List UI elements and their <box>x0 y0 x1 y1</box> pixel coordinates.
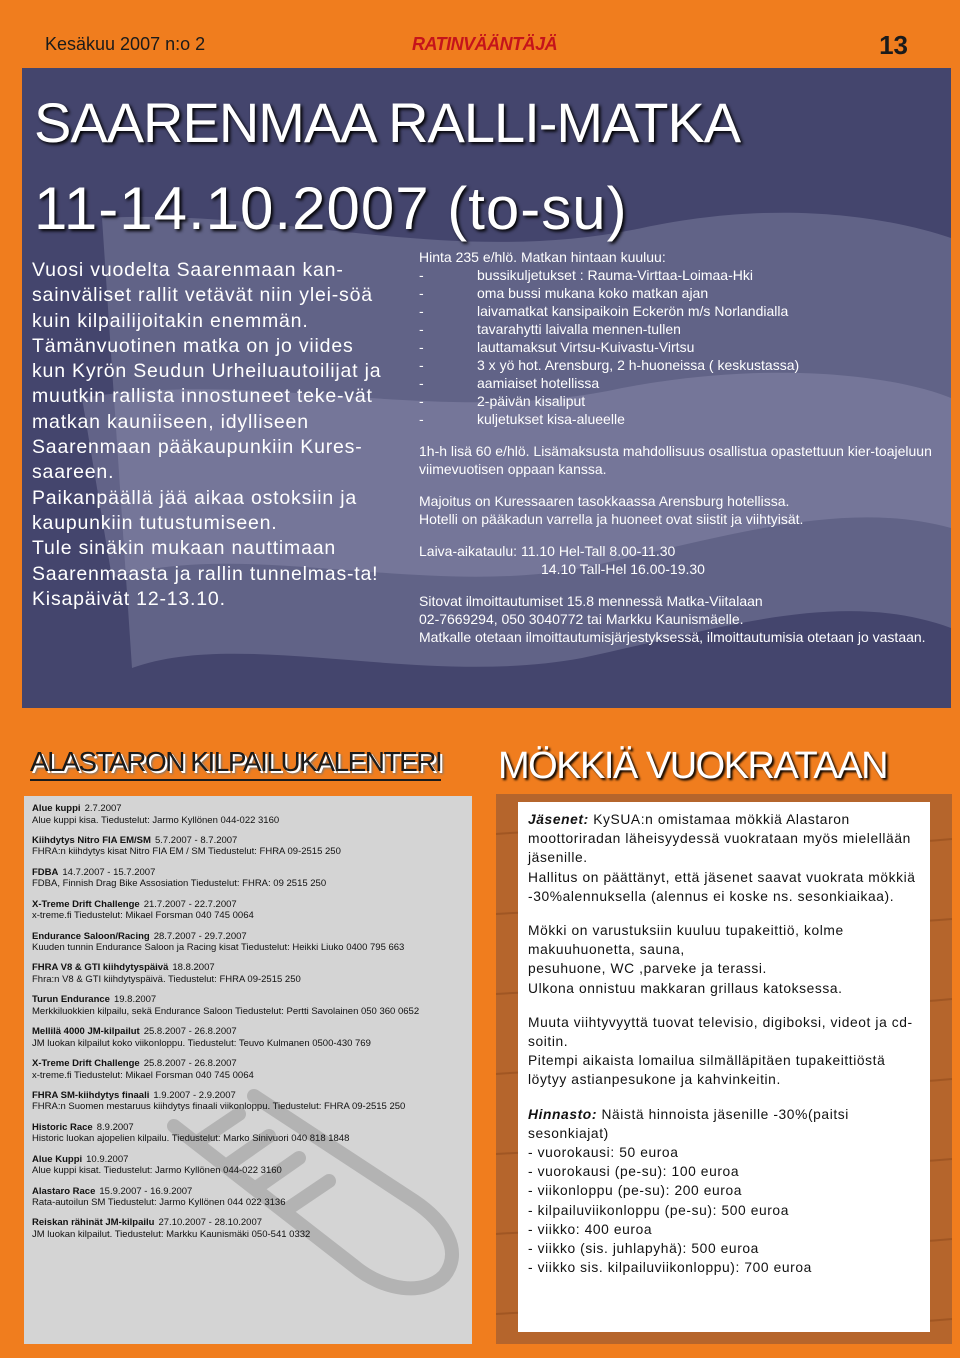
list-item: - kuljetukset kisa-alueelle <box>419 410 944 428</box>
calendar-event <box>32 994 464 1017</box>
event-date: 8.9.2007 <box>96 1121 134 1133</box>
event-description: Kuuden tunnin Endurance Saloon ja Racing kisat Tiedustelut: Heikki Liuko 0400 795 663 <box>32 942 405 954</box>
prices-label: Hinnasto: <box>528 1106 598 1122</box>
calendar-event <box>32 1058 464 1081</box>
lead-paragraph: Tule sinäkin mukaan nauttimaan Saarenmaasta ja rallin tunnelmas-ta! <box>32 537 379 585</box>
registration-line: Sitovat ilmoittautumiset 15.8 mennessä Matka-Viitalaan <box>419 593 763 609</box>
event-heading <box>32 994 464 1006</box>
cottage-title: MÖKKIÄ VUOKRATAAN <box>498 745 888 787</box>
event-date: 25.8.2007 - 26.8.2007 <box>143 1026 237 1038</box>
issue-label: Kesäkuu 2007 n:o 2 <box>45 34 206 54</box>
event-date: 18.8.2007 <box>172 962 215 974</box>
calendar-event <box>32 1026 464 1049</box>
event-name: FHRA SM-kiihdytys finaali <box>32 1089 150 1101</box>
event-description: Historic luokan ajopelien kilpailu. Tiedustelut: Marko Sinivuori 040 818 1848 <box>32 1133 350 1145</box>
members-paragraph <box>528 810 924 868</box>
event-name: X-Treme Drift Challenge <box>32 898 140 910</box>
event-heading <box>32 1186 464 1198</box>
lead-paragraph: Kisapäivät 12-13.10. <box>32 587 226 610</box>
members-text: KySUA:n omistamaa mökkiä Alastaron moottoriradan läheisyydessä vuokrataan myös mielellään jäsenille. <box>528 812 911 866</box>
list-item: - laivamatkat kansipaikoin Eckerön m/s Norlandialla <box>419 302 944 320</box>
list-item: - aamiaiset hotellissa <box>419 374 944 392</box>
lead-text <box>32 258 392 612</box>
event-name: Turun Endurance <box>32 994 110 1006</box>
price-item: - vuorokausi (pe-su): 100 euroa <box>528 1164 740 1180</box>
event-date: 21.7.2007 - 22.7.2007 <box>143 898 237 910</box>
event-date: 25.8.2007 - 26.8.2007 <box>143 1058 237 1069</box>
list-item: - oma bussi mukana koko matkan ajan <box>419 284 944 302</box>
event-description: x-treme.fi Tiedustelut: Mikael Forsman 040 745 0064 <box>32 910 254 922</box>
equipment-line: Ulkona onnistuu makkaran grillaus katoksessa. <box>528 980 843 996</box>
event-name: Endurance Saloon/Racing <box>32 930 150 942</box>
single-room-info: 1h-h lisä 60 e/hlö. Lisämaksusta mahdollisuus osallistua opastettuun kier-toajeluun viimevuotisen oppaan kanssa. <box>419 443 932 477</box>
event-description: Rata-autoilun SM Tiedustelut: Jarmo Kyllönen 044 022 3136 <box>32 1197 286 1209</box>
event-date: 27.10.2007 - 28.10.2007 <box>158 1217 263 1229</box>
event-date: 28.7.2007 - 29.7.2007 <box>153 930 247 942</box>
event-description: Fhra:n V8 & GTI kiihdytyspäivä. Tiedustelut: FHRA 09-2515 250 <box>32 973 301 985</box>
event-description: Alue kuppi kisat. Tiedustelut: Jarmo Kyllönen 044-022 3160 <box>32 1165 282 1177</box>
included-list <box>419 266 944 428</box>
event-heading <box>32 1026 464 1038</box>
comfort-line: Muuta viihtyvyyttä tuovat televisio, digiboksi, videot ja cd-soitin. <box>528 1014 913 1050</box>
calendar-event <box>32 867 464 890</box>
equipment-line: Mökki on varustuksiin kuuluu tupakeittiö, kolme makuuhuonetta, sauna, <box>528 923 844 958</box>
event-name: Alastaro Race <box>32 1185 96 1197</box>
calendar-event <box>32 835 464 858</box>
accommodation-line: Hotelli on pääkadun varrella ja huoneet ovat siistit ja viihtyisät. <box>419 511 804 527</box>
price-item: - viikko: 400 euroa <box>528 1221 653 1237</box>
event-heading <box>32 1122 464 1134</box>
calendar-event <box>32 1217 464 1240</box>
event-description: JM luokan kilpailut. Tiedustelut: Markku Kaunismäki 050-541 0332 <box>32 1228 311 1240</box>
event-description: Merkkiluokkien kilpailu, sekä Endurance Saloon Tiedustelut: Pertti Savolainen 050 360 0652 <box>32 1005 420 1017</box>
event-heading <box>32 1217 464 1229</box>
calendar-box <box>24 796 472 1344</box>
cottage-card <box>518 802 930 1332</box>
list-item: - lauttamaksut Virtsu-Kuivastu-Virtsu <box>419 338 944 356</box>
calendar-event <box>32 803 464 826</box>
calendar-event <box>32 1090 464 1113</box>
event-name: Historic Race <box>32 1121 93 1133</box>
prices-intro-text: Näistä hinnoista jäsenille -30%(paitsi sesonkiajat) <box>528 1106 849 1141</box>
price-intro: Hinta 235 e/hlö. Matkan hintaan kuuluu: <box>419 249 666 265</box>
event-date: 19.8.2007 <box>113 994 157 1006</box>
event-description: FDBA, Finnish Drag Bike Assosiation Tiedustelut: FHRA: 09 2515 250 <box>32 878 327 890</box>
price-item: - kilpailuviikonloppu (pe-su): 500 euroa <box>528 1202 789 1218</box>
event-name: Reiskan rähinät JM-kilpailu <box>32 1217 155 1229</box>
calendar-event <box>32 1154 464 1177</box>
event-description: JM luokan kilpailut koko viikonloppu. Tiedustelut: Teuvo Kulmanen 0500-430 769 <box>32 1037 371 1049</box>
event-date: 15.9.2007 - 16.9.2007 <box>99 1185 193 1197</box>
lead-paragraph: Paikanpäällä jää aikaa ostoksiin ja kaupunkiin tutustumiseen. <box>32 486 358 534</box>
event-heading <box>32 1090 464 1102</box>
calendar-heading <box>30 745 470 787</box>
calendar-event <box>32 962 464 985</box>
article-title: SAARENMAA RALLI-MATKA <box>34 91 741 154</box>
price-item: - viikonloppu (pe-su): 200 euroa <box>528 1183 742 1199</box>
event-name: X-Treme Drift Challenge <box>32 1058 140 1069</box>
page-number: 13 <box>879 30 908 60</box>
members-label: Jäsenet: <box>528 812 589 827</box>
event-description: FHRA:n kiihdytys kisat Nitro FIA EM / SM Tiedustelut: FHRA 09-2515 250 <box>32 846 341 858</box>
accommodation-line: Majoitus on Kuressaaren tasokkaassa Arensburg hotellissa. <box>419 493 790 509</box>
lead-paragraph: Vuosi vuodelta Saarenmaan kan-sainväliset rallit vetävät niin ylei-söä kuin kilpailijoitakin enemmän. Tämänvuotinen matka on jo viides kun Kyrön Seudun Urheiluautoilijat ja muutkin rallista innostuneet teke-vät matkan kauniiseen, idylliseen Saarenmaan pääkaupunkiin Kures-saareen. <box>32 259 382 484</box>
ferry-line: 14.10 Tall-Hel 16.00-19.30 <box>541 561 705 577</box>
calendar-event <box>32 899 464 922</box>
event-date: 1.9.2007 - 2.9.2007 <box>153 1089 236 1101</box>
event-heading <box>32 962 464 974</box>
event-description: Alue kuppi kisa. Tiedustelut: Jarmo Kyllönen 044-022 3160 <box>32 814 280 826</box>
calendar-event <box>32 931 464 954</box>
comfort-line: Pitempi aikaista lomailua silmälläpitäen tupakeittiöstä löytyy astianpesukone ja kahvinkeitin. <box>528 1053 886 1088</box>
event-date: 14.7.2007 - 15.7.2007 <box>62 866 156 878</box>
event-name: FHRA V8 & GTI kiihdytyspäivä <box>32 962 169 974</box>
registration-line: Matkalle otetaan ilmoittautumisjärjestyksessä, ilmoittautumisia otetaan jo vastaan. <box>419 629 926 645</box>
list-item: - 2-päivän kisaliput <box>419 392 944 410</box>
calendar-title: ALASTARON KILPAILUKALENTERI <box>30 745 441 781</box>
event-heading <box>32 931 464 943</box>
article-dates: 11-14.10.2007 (to-su) <box>34 175 628 242</box>
calendar-event <box>32 1186 464 1209</box>
prices-intro <box>528 1105 924 1143</box>
event-name: Alue kuppi <box>32 803 81 814</box>
trip-details <box>419 248 944 646</box>
event-description: FHRA:n Suomen mestaruus kiihdytys finaali viikonloppu. Tiedustelut: FHRA 09-2515 250 <box>32 1101 406 1113</box>
event-heading <box>32 867 464 879</box>
magazine-logo: RATINVÄÄNTÄJÄ <box>412 34 558 54</box>
event-date: 10.9.2007 <box>86 1153 129 1165</box>
event-heading <box>32 1058 464 1070</box>
registration-line: 02-7669294, 050 3040772 tai Markku Kaunismäelle. <box>419 611 744 627</box>
event-heading <box>32 1154 464 1166</box>
event-name: FDBA <box>32 866 59 878</box>
event-date: 5.7.2007 - 8.7.2007 <box>154 834 238 846</box>
ferry-line: Laiva-aikataulu: 11.10 Hel-Tall 8.00-11.30 <box>419 543 676 559</box>
list-item: - tavarahytti laivalla mennen-tullen <box>419 320 944 338</box>
price-item: - vuorokausi: 50 euroa <box>528 1145 679 1161</box>
event-name: Mellilä 4000 JM-kilpailut <box>32 1026 140 1038</box>
event-heading <box>32 899 464 911</box>
calendar-list <box>32 803 464 1249</box>
list-item: - 3 x yö hot. Arensburg, 2 h-huoneissa ( keskustassa) <box>419 356 944 374</box>
event-date: 2.7.2007 <box>84 803 122 814</box>
discount-paragraph: Hallitus on päättänyt, että jäsenet saavat vuokrata mökkiä -30%alennuksella (alennus ei koske ns. sesonkiaikaa). <box>528 869 916 904</box>
event-name: Alue Kuppi <box>32 1153 83 1165</box>
event-description: x-treme.fi Tiedustelut: Mikael Forsman 040 745 0064 <box>32 1069 254 1081</box>
event-name: Kiihdytys Nitro FIA EM/SM <box>32 834 151 846</box>
price-item: - viikko sis. kilpailuviikonloppu): 700 euroa <box>528 1260 812 1276</box>
equipment-line: pesuhuone, WC ,parveke ja terassi. <box>528 961 767 977</box>
price-item: - viikko (sis. juhlapyhä): 500 euroa <box>528 1241 759 1257</box>
list-item: - bussikuljetukset : Rauma-Virttaa-Loimaa-Hki <box>419 266 944 284</box>
article-panel <box>22 68 951 708</box>
event-heading <box>32 835 464 847</box>
event-heading <box>32 803 464 815</box>
calendar-event <box>32 1122 464 1145</box>
